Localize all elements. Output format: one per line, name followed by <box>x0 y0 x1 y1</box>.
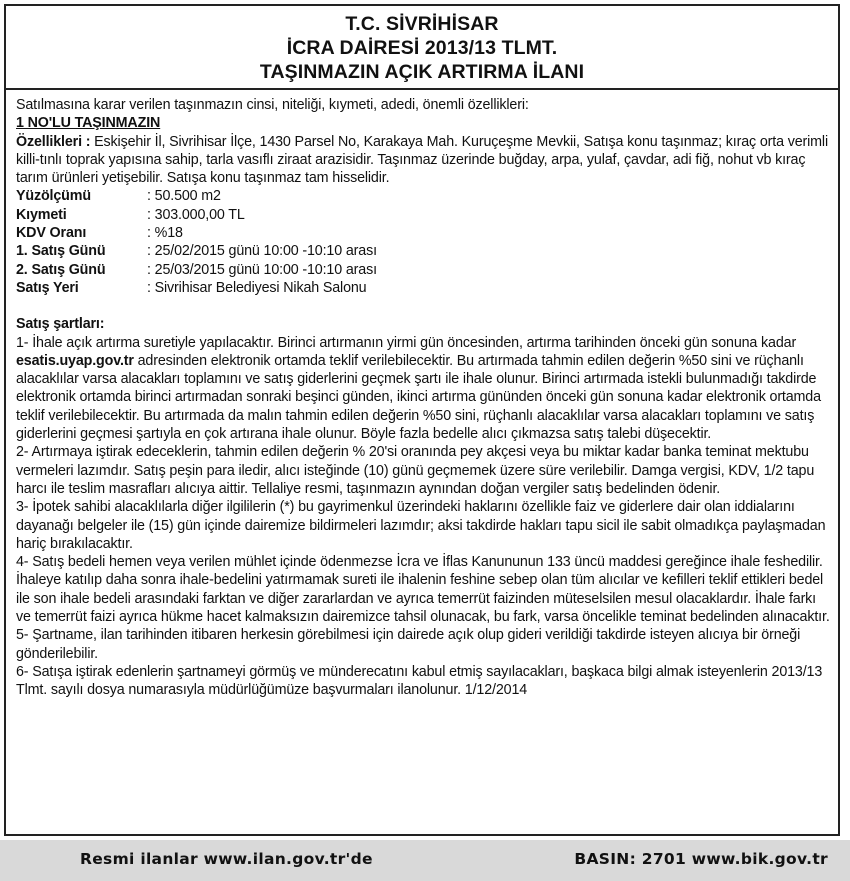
notice-header <box>6 6 838 90</box>
detail-label: 2. Satış Günü <box>16 261 106 278</box>
detail-label: Yüzölçümü <box>16 188 91 205</box>
esatis-link[interactable]: esatis.uyap.gov.tr <box>16 352 134 369</box>
conditions-title: Satış şartları: <box>16 316 105 333</box>
detail-value: : 25/02/2015 günü 10:00 -10:10 arası <box>147 243 377 260</box>
detail-label: 1. Satış Günü <box>16 243 106 260</box>
footer-bar <box>0 840 850 881</box>
detail-first-sale <box>16 242 830 260</box>
intro-text: Satılmasına karar verilen taşınmazın cinsi, niteliği, kıymeti, adedi, önemli özellikleri: <box>16 97 529 113</box>
detail-sale-place <box>16 279 830 297</box>
features-label: Özellikleri : <box>16 133 91 150</box>
condition-4: 4- Satış bedeli hemen veya verilen mühlet içinde ödenmezse İcra ve İflas Kanununun 133 üncü maddesi gereğince ihale feshedilir. İhaleye katılıp daha sonra ihale-bedelini yatırmamak sureti ile ihalenin feshine sebep olan tüm alıcılar ve kefilleri teklif ettikleri bedel ile son ihale bedeli arasındaki farktan ve diğer zararlardan ve ayrıca temerrüt faizinden müteselsilen mesul olacaklardır. İhale farkı ve temerrüt faizi ayrıca hükme hacet kalmaksızın dairemizce tahsil olunacak, bu fark, varsa öncelikle teminat bedelinden alınacaktır. <box>16 554 830 626</box>
footer-official-notices: Resmi ilanlar www.ilan.gov.tr'de <box>80 850 373 868</box>
condition-1-part-a: 1- İhale açık artırma suretiyle yapılacaktır. Birinci artırmanın yirmi gün öncesinden, artırma tarihinden önceki gün sonuna kadar <box>16 334 797 351</box>
detail-value: : 50.500 m2 <box>147 188 221 205</box>
condition-5: 5- Şartname, ilan tarihinden itibaren herkesin görebilmesi için dairede açık olup gideri verildiği takdirde isteyen alıcıya bir örneği gönderilebilir. <box>16 627 801 662</box>
notice-body <box>6 90 838 700</box>
features-paragraph <box>16 133 830 188</box>
detail-value: : 303.000,00 TL <box>147 206 245 223</box>
detail-value: : Sivrihisar Belediyesi Nikah Salonu <box>147 279 367 296</box>
condition-3: 3- İpotek sahibi alacaklılarla diğer ilgililerin (*) bu gayrimenkul üzerindeki haklarını özellikle faiz ve giderlere dair olan iddialarını dayanağı belgeler ile (15) gün içinde dairemize bildirmeleri lazımdır; aksi takdirde hakları tapu sicil ile sabit olmadıkça paylaşmadan hariç bırakılacaktır. <box>16 499 826 552</box>
detail-label: Kıymeti <box>16 206 67 223</box>
condition-1-part-b: adresinden elektronik ortamda teklif verilebilecektir. Bu artırmada tahmin edilen değerin %50 sini ve rüçhanlı alacaklılar varsa alacakları toplamını ve satış giderlerini geçmek şartı ile ihale olunur. Birinci artırmada istekli bulunmadığı takdirde elektronik ortamda birinci artırmadan sonraki beşinci günden, ikinci artırma gününden önceki gün sonuna kadar elektronik ortamda teklif verilebilecektir. Bu artırmada da malın tahmin edilen değerin %50 sini, rüçhanlı alacaklılar varsa alacakları toplamını ve satış giderlerini geçmesi şartıyla en çok artırana ihale olunur. Böyle fazla bedelle alıcı çıkmazsa satış talebi düşecektir. <box>16 352 821 443</box>
property-title: 1 NO'LU TAŞINMAZIN <box>16 115 161 132</box>
detail-label: KDV Oranı <box>16 225 87 242</box>
notice-box <box>4 4 840 836</box>
detail-area <box>16 187 830 205</box>
detail-label: Satış Yeri <box>16 279 79 296</box>
condition-2: 2- Artırmaya iştirak edeceklerin, tahmin edilen değerin % 20'si oranında pey akçesi veya bu miktar kadar banka teminat mektubu vermeleri lazımdır. Satış peşin para iledir, alıcı isteğinde (10) günü geçmemek üzere süre verilebilir. Damga vergisi, KDV, 1/2 tapu harcı ile teslim masrafları alıcıya aittir. Tellaliye resmi, taşınmazın aynından doğan vergiler satış bedelinden ödenir. <box>16 444 815 497</box>
header-court: T.C. SİVRİHİSAR <box>345 13 499 35</box>
footer-press-info: BASIN: 2701 www.bik.gov.tr <box>574 850 828 868</box>
detail-value: : 25/03/2015 günü 10:00 -10:10 arası <box>147 261 377 278</box>
condition-1 <box>16 334 830 444</box>
condition-6: 6- Satışa iştirak edenlerin şartnameyi görmüş ve münderecatını kabul etmiş sayılacakları, başkaca bilgi almak isteyenlerin 2013/13 Tlmt. sayılı dosya numarasıyla müdürlüğümüze başvurmaları ilanolunur. 1/12/2014 <box>16 663 823 699</box>
spacer <box>16 297 830 315</box>
detail-value: : %18 <box>147 225 183 242</box>
features-text: Eskişehir İl, Sivrihisar İlçe, 1430 Parsel No, Karakaya Mah. Kuruçeşme Mevkii, Satışa konu taşınmaz; kıraç orta verimli killi-tınlı toprak yapısına sahip, tarla vasıflı ziraat arazisidir. Taşınmaz üzerinde buğday, arpa, yulaf, çavdar, adi fiğ, nohut vb kıraç tarım ürünleri yetişebilir. Satışa konu taşınmaz tam hisselidir. <box>16 133 828 187</box>
detail-vat <box>16 224 830 242</box>
header-office: İCRA DAİRESİ 2013/13 TLMT. <box>286 37 558 59</box>
detail-second-sale <box>16 261 830 279</box>
detail-value-amount <box>16 206 830 224</box>
header-title: TAŞINMAZIN AÇIK ARTIRMA İLANI <box>259 61 585 83</box>
